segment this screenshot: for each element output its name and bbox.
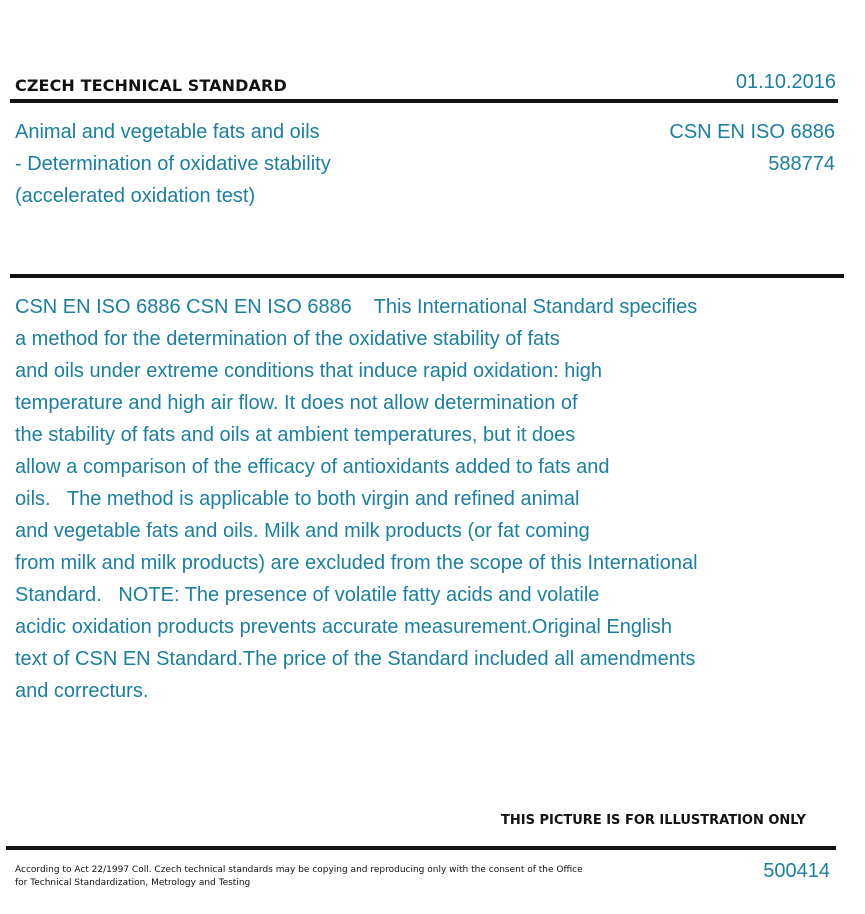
- abstract-line: and oils under extreme conditions that induce rapid oxidation: high: [15, 360, 603, 382]
- standard-title: [15, 116, 331, 212]
- standard-number: CSN EN ISO 6886: [669, 121, 835, 143]
- standard-identifiers: [669, 116, 835, 180]
- abstract-line: Standard. NOTE: The presence of volatile fatty acids and volatile: [15, 584, 600, 606]
- abstract-line: and correcturs.: [15, 680, 149, 702]
- catalog-code: 588774: [768, 153, 835, 175]
- abstract-text: [15, 291, 775, 707]
- title-line: - Determination of oxidative stability: [15, 153, 331, 175]
- legal-notice: [15, 864, 615, 890]
- top-divider: [10, 99, 838, 103]
- abstract-line: and vegetable fats and oils. Milk and milk products (or fat coming: [15, 520, 590, 542]
- title-line: Animal and vegetable fats and oils: [15, 121, 320, 143]
- legal-notice-line: According to Act 22/1997 Coll. Czech technical standards may be copying and reproducing only with the consent of the Office: [15, 865, 583, 875]
- abstract-line: allow a comparison of the efficacy of antioxidants added to fats and: [15, 456, 610, 478]
- bottom-divider: [6, 846, 836, 850]
- document-type-label: CZECH TECHNICAL STANDARD: [15, 76, 287, 95]
- abstract-line: from milk and milk products) are excluded from the scope of this International: [15, 552, 698, 574]
- abstract-line: temperature and high air flow. It does not allow determination of: [15, 392, 578, 414]
- illustration-disclaimer: THIS PICTURE IS FOR ILLUSTRATION ONLY: [501, 813, 806, 828]
- abstract-line: the stability of fats and oils at ambient temperatures, but it does: [15, 424, 576, 446]
- abstract-line: CSN EN ISO 6886 CSN EN ISO 6886 This International Standard specifies: [15, 296, 698, 318]
- publication-date: 01.10.2016: [735, 71, 836, 93]
- middle-divider: [10, 274, 844, 278]
- abstract-line: acidic oxidation products prevents accurate measurement.Original English: [15, 616, 673, 638]
- abstract-line: oils. The method is applicable to both virgin and refined animal: [15, 488, 580, 510]
- footer-code: 500414: [763, 860, 830, 882]
- abstract-line: a method for the determination of the oxidative stability of fats: [15, 328, 560, 350]
- legal-notice-line: for Technical Standardization, Metrology and Testing: [15, 878, 251, 888]
- abstract-line: text of CSN EN Standard.The price of the Standard included all amendments: [15, 648, 696, 670]
- title-line: (accelerated oxidation test): [15, 185, 256, 207]
